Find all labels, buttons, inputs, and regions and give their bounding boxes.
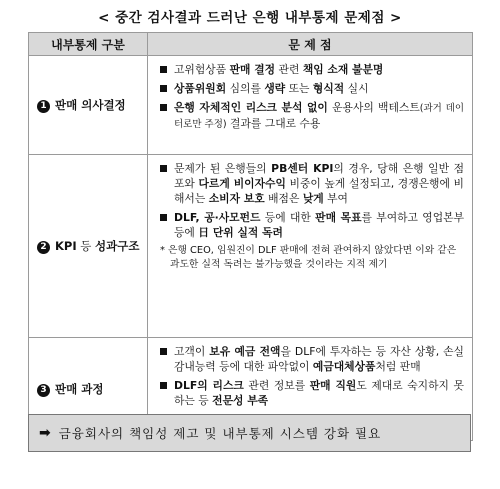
category-label: [55, 98, 126, 112]
text-run: 등: [76, 239, 96, 253]
text-run: 고위험상품: [174, 63, 230, 76]
number-badge: 2: [37, 241, 50, 254]
text-run: 다르게 비이자수익: [198, 177, 286, 190]
text-run: 판매 의사결정: [55, 98, 126, 112]
text-run: 日 단위 실적 독려: [198, 226, 283, 239]
bullet-item: [158, 210, 464, 240]
text-run: 상품위원회: [174, 82, 227, 95]
bullet-item: [158, 344, 464, 374]
bullet-text: [174, 62, 464, 77]
bullet-text: [174, 378, 464, 408]
text-run: 고객이: [174, 345, 210, 358]
text-run: 배점은: [264, 192, 303, 205]
footnote: * 은행 CEO, 임원진이 DLF 판매에 전혀 관여하지 않았다면 이와 같은 과도한 실적 독려는 불가능했을 것이라는 지적 제기: [160, 245, 457, 270]
text-run: 판매 직원: [309, 379, 357, 392]
text-run: 성과구조: [95, 239, 140, 253]
square-bullet-icon: [160, 104, 167, 111]
bullet-item: [158, 378, 464, 408]
text-run: 처럼 판매: [375, 360, 421, 373]
text-run: 비중이 높게 설정되고, 경쟁은행에 비해서는: [174, 177, 464, 205]
text-run: 등에 대한: [260, 211, 316, 224]
text-run: 생략: [264, 82, 286, 95]
square-bullet-icon: [160, 382, 167, 389]
issues-table: [28, 32, 473, 441]
text-run: 심의를: [226, 82, 265, 95]
text-run: 소비자 보호: [208, 192, 265, 205]
bullet-item: [158, 100, 464, 132]
conclusion-box: [28, 414, 471, 452]
text-run: 판매 과정: [55, 382, 104, 396]
table-row: [29, 155, 473, 338]
text-run: 문제가 된 은행들의: [174, 162, 272, 175]
problems-cell: [148, 56, 473, 155]
problems-cell: [148, 155, 473, 338]
text-run: 보유 예금 전액: [209, 345, 281, 358]
text-run: 은행 자체적인 리스크 분석 없이: [174, 101, 328, 114]
text-run: 낮게: [302, 192, 324, 205]
arrow-right-icon: ➡: [39, 425, 51, 441]
category-cell: [29, 56, 148, 155]
text-run: PB센터 KPI: [271, 162, 334, 175]
text-run: 운용사의 백테스트: [327, 101, 420, 114]
text-run: 관련 정보를: [243, 379, 310, 392]
text-run: 를 부여하고 영업본부 등에: [174, 211, 465, 239]
bullet-item: [158, 161, 464, 206]
header-problems: 문 제 점: [148, 33, 473, 56]
bullet-item: [158, 62, 464, 77]
square-bullet-icon: [160, 165, 167, 172]
text-run: 형식적: [312, 82, 345, 95]
bullet-text: [174, 161, 464, 206]
bullet-text: [174, 100, 464, 132]
text-run: 전문성 부족: [212, 394, 269, 407]
text-run: 또는: [285, 82, 313, 95]
square-bullet-icon: [160, 348, 167, 355]
bullet-text: [174, 210, 464, 240]
page-title: < 중간 검사결과 드러난 은행 내부통제 문제점 >: [98, 10, 402, 26]
square-bullet-icon: [160, 214, 167, 221]
text-run: (과거 데이터로만 주정): [174, 103, 465, 130]
text-run: 관련: [275, 63, 303, 76]
text-run: 판매 결정: [229, 63, 276, 76]
text-run: 결과를 그대로 수용: [226, 117, 321, 130]
square-bullet-icon: [160, 85, 167, 92]
conclusion-text: 금융회사의 책임성 제고 및 내부통제 시스템 강화 필요: [58, 426, 382, 441]
text-run: 을 DLF에 투자하는 등 자산 상황, 손실감내능력 등에 대한 파악없이: [174, 345, 464, 373]
bullet-item: [158, 81, 464, 96]
text-run: 책임 소재 불분명: [302, 63, 384, 76]
category-label: [55, 382, 103, 396]
bullet-text: [174, 81, 464, 96]
text-run: 도 제대로 숙지하지 못하는 등: [174, 379, 464, 407]
text-run: 의 경우, 당해 은행 일반 점포와: [174, 162, 465, 190]
category-cell: [29, 155, 148, 338]
header-category: 내부통제 구분: [29, 33, 148, 56]
category-label: [55, 239, 139, 253]
text-run: DLF의 리스크: [174, 379, 244, 392]
text-run: DLF, 공·사모펀드: [174, 211, 261, 224]
text-run: 판매 목표: [315, 211, 362, 224]
text-run: 실시: [344, 82, 369, 95]
text-run: 부여: [323, 192, 348, 205]
table-row: [29, 56, 473, 155]
bullet-text: [174, 344, 464, 374]
square-bullet-icon: [160, 66, 167, 73]
text-run: KPI: [55, 239, 77, 253]
number-badge: 3: [37, 384, 50, 397]
number-badge: 1: [37, 100, 50, 113]
text-run: 예금대체상품: [312, 360, 376, 373]
